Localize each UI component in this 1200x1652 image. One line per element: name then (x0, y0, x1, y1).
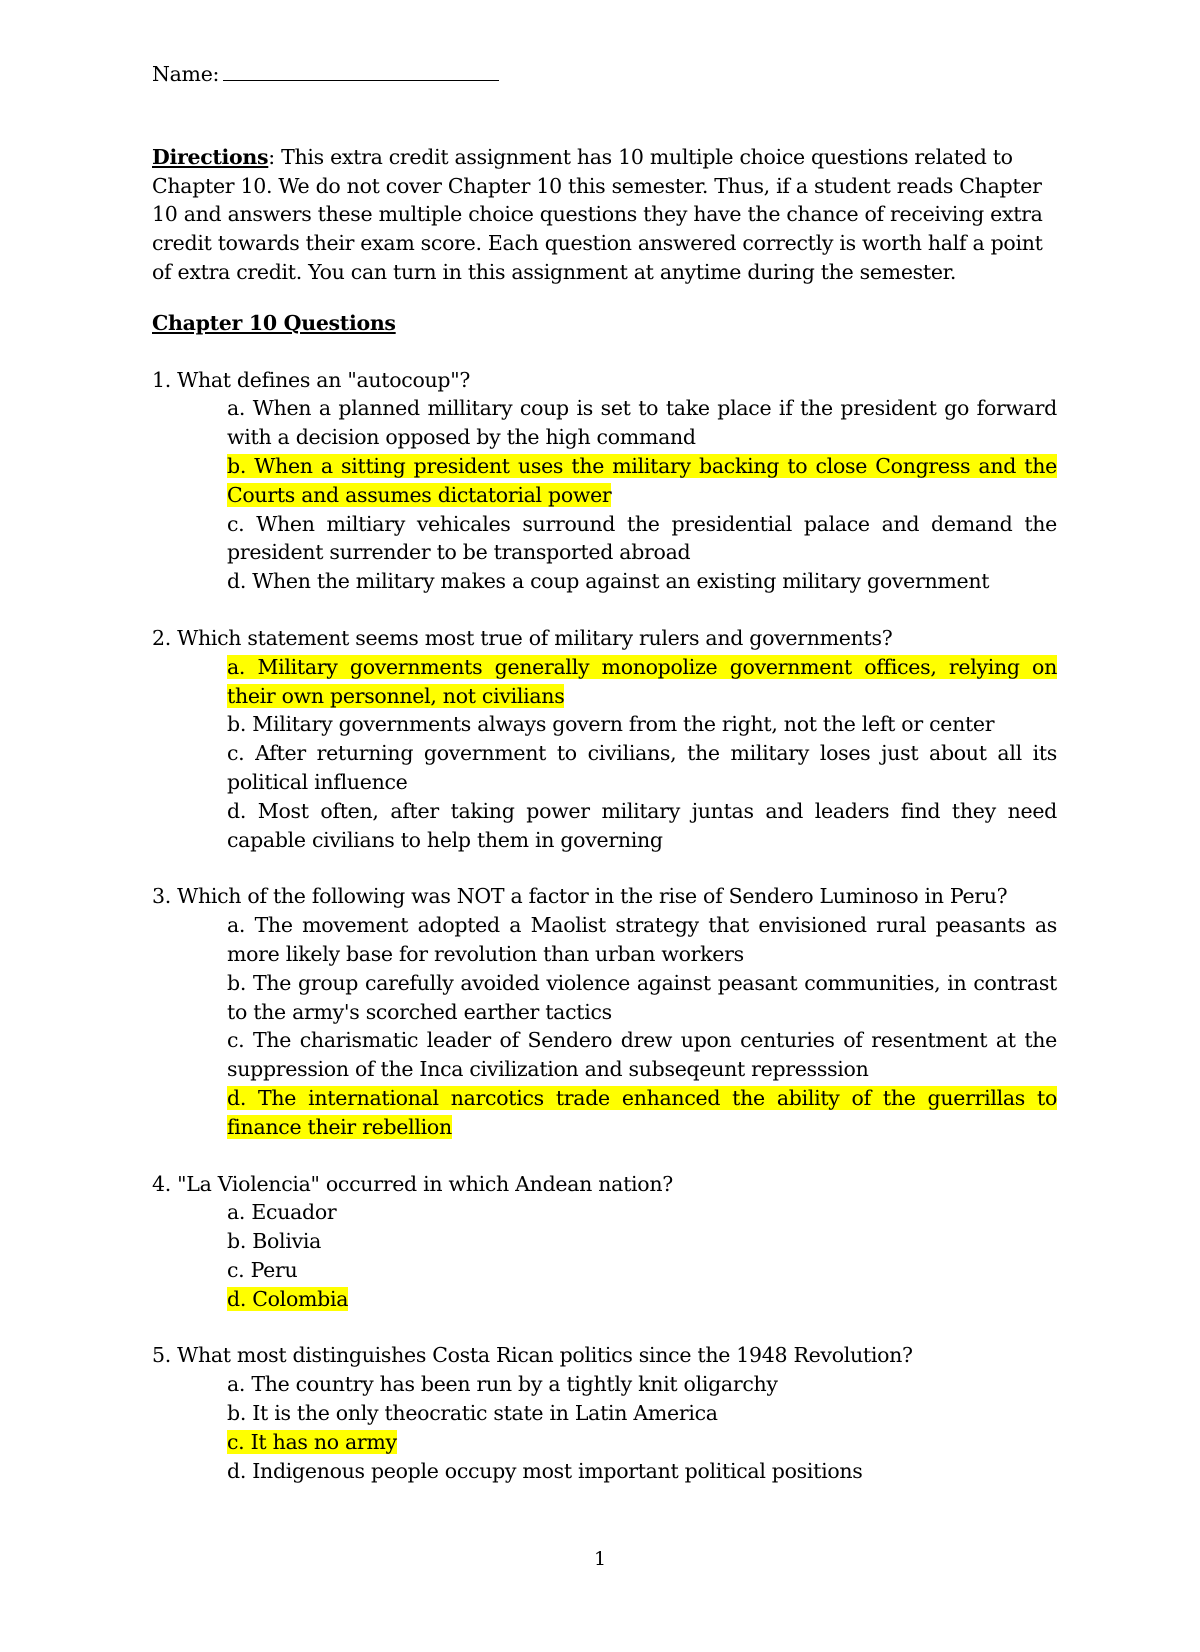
highlighted-answer-text: d. The international narcotics trade enhanced the ability of the guerrillas to finance their rebellion (227, 1085, 1057, 1139)
answer-option (227, 1370, 1057, 1399)
question-2 (152, 624, 1057, 854)
question-text: 5. What most distinguishes Costa Rican politics since the 1948 Revolution? (152, 1343, 913, 1368)
question-4 (152, 1170, 1057, 1314)
directions-paragraph (152, 143, 1057, 287)
question-3 (152, 882, 1057, 1141)
answer-text: b. It is the only theocratic state in Latin America (227, 1401, 718, 1426)
directions-text: : This extra credit assignment has 10 multiple choice questions related to Chapter 10. We do not cover Chapter 10 this semester. Thus, if a student reads Chapter 10 and answers these multiple choice questions they have the chance of receiving extra credit towards their exam score. Each question answered correctly is worth half a point of extra credit. You can turn in this assignment at anytime during the semester. (152, 144, 1043, 284)
highlighted-answer-text: c. It has no army (227, 1429, 397, 1454)
answer-text: c. The charismatic leader of Sendero drew upon centuries of resentment at the suppression of the Inca civilization and subseqeunt represssion (227, 1028, 1057, 1082)
question-text: 3. Which of the following was NOT a factor in the rise of Sendero Luminoso in Peru? (152, 884, 1008, 909)
answer-option (227, 1026, 1057, 1084)
answer-text: d. Most often, after taking power military juntas and leaders find they need capable civilians to help them in governing (227, 798, 1057, 852)
answer-option (227, 710, 1057, 739)
name-blank (223, 58, 499, 81)
answer-option (227, 797, 1057, 855)
answer-text: c. Peru (227, 1257, 298, 1282)
highlighted-answer-text: d. Colombia (227, 1286, 349, 1311)
name-label: Name: (152, 62, 220, 86)
question-text: 1. What defines an "autocoup"? (152, 367, 471, 392)
answer-option (227, 394, 1057, 452)
answer-text: d. Indigenous people occupy most important political positions (227, 1458, 863, 1483)
question-text: 4. "La Violencia" occurred in which Andean nation? (152, 1171, 673, 1196)
answer-option (227, 911, 1057, 969)
answer-text: a. The country has been run by a tightly knit oligarchy (227, 1372, 778, 1397)
directions-label: Directions (152, 144, 269, 169)
answer-options (227, 653, 1057, 855)
answer-text: b. Military governments always govern from the right, not the left or center (227, 712, 995, 737)
highlighted-answer-text: b. When a sitting president uses the military backing to close Congress and the Courts and assumes dictatorial power (227, 453, 1057, 507)
answer-text: a. When a planned millitary coup is set to take place if the president go forward with a decision opposed by the high command (227, 396, 1057, 450)
answer-option (227, 1285, 1057, 1314)
name-line (152, 58, 1057, 89)
answer-options (227, 911, 1057, 1141)
answer-text: a. Ecuador (227, 1200, 337, 1225)
answer-option (227, 1084, 1057, 1142)
answer-option (227, 969, 1057, 1027)
answer-options (227, 1198, 1057, 1313)
answer-option (227, 1256, 1057, 1285)
answer-text: b. The group carefully avoided violence against peasant communities, in contrast to the army's scorched earther tactics (227, 970, 1057, 1024)
question-1 (152, 366, 1057, 596)
answer-text: a. The movement adopted a Maolist strategy that envisioned rural peasants as more likely base for revolution than urban workers (227, 913, 1057, 966)
answer-option (227, 510, 1057, 568)
answer-option (227, 653, 1057, 711)
questions-list (152, 366, 1057, 1486)
page-content (152, 58, 1057, 1485)
answer-options (227, 1370, 1057, 1485)
highlighted-answer-text: a. Military governments generally monopolize government offices, relying on their own personnel, not civilians (227, 654, 1057, 708)
answer-option (227, 1399, 1057, 1428)
answer-text: c. When miltiary vehicales surround the presidential palace and demand the president surrender to be transported abroad (227, 511, 1057, 565)
answer-text: d. When the military makes a coup against an existing military government (227, 569, 990, 594)
answer-text: c. After returning government to civilians, the military loses just about all its political influence (227, 741, 1057, 794)
question-5 (152, 1341, 1057, 1485)
page-number: 1 (593, 1548, 607, 1570)
answer-text: b. Bolivia (227, 1229, 322, 1254)
answer-option (227, 567, 1057, 596)
answer-option (227, 1457, 1057, 1486)
answer-options (227, 394, 1057, 596)
answer-option (227, 1227, 1057, 1256)
question-text: 2. Which statement seems most true of military rulers and governments? (152, 625, 893, 650)
chapter-title: Chapter 10 Questions (152, 310, 396, 335)
answer-option (227, 1428, 1057, 1457)
answer-option (227, 452, 1057, 510)
answer-option (227, 1198, 1057, 1227)
answer-option (227, 739, 1057, 797)
